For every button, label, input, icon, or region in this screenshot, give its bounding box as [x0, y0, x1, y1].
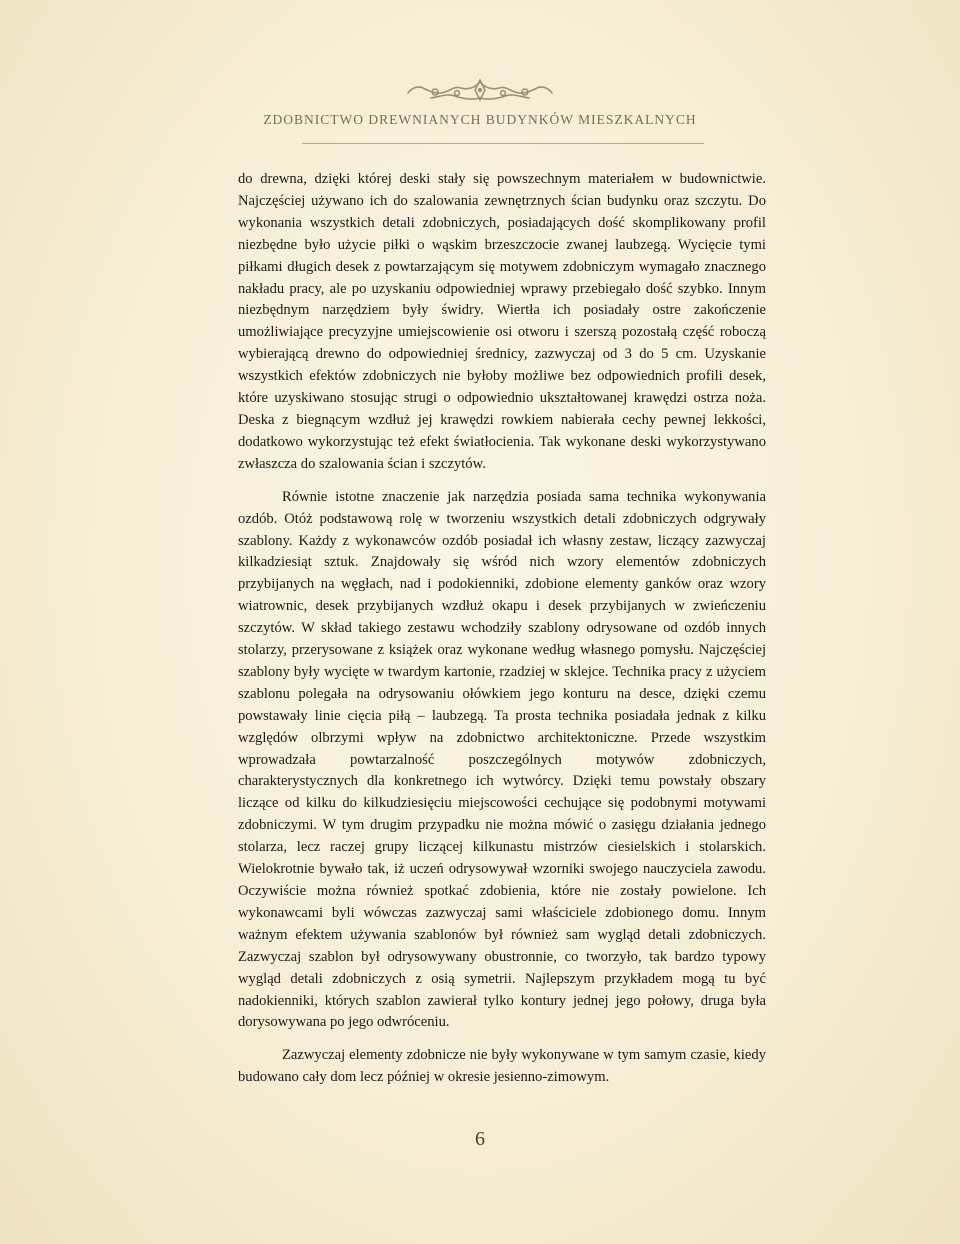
- paragraph: Równie istotne znaczenie jak narzędzia posiada sama technika wykonywania ozdób. Otóż podstawową rolę w tworzeniu wszystkich detali zdobniczych odgrywały szablony. Każdy z wykonawców ozdób posiadał ich własny zestaw, liczący zazwyczaj kilkadziesiąt sztuk. Znajdowały się wśród nich wzory elementów zdobniczych przybijanych na węgłach, nad i podokienniki, zdobione elementy ganków oraz wzory wiatrownic, desek przybijanych wzdłuż okapu i desek przybijanych w zwieńczeniu szczytów. W skład takiego zestawu wchodziły szablony odrysowane od ozdób innych stolarzy, przerysowane z książek oraz wykonane według własnego pomysłu. Najczęściej szablony były wycięte w twardym kartonie, rzadziej w sklejce. Technika pracy z użyciem szablonu polegała na odrysowaniu ołówkiem jego konturu na desce, dzięki czemu powstawały linie cięcia piłą – laubzegą. Ta prosta technika posiadała jednak z kilku względów olbrzymi wpływ na zdobnictwo architektoniczne. Przede wszystkim wprowadzała powtarzalność poszczególnych motywów zdobniczych, charakterystycznych dla konkretnego ich wytwórcy. Dzięki temu powstały obszary liczące od kilku do kilkudziesięciu miejscowości cechujące się podobnymi motywami zdobniczymi. W tym drugim przypadku nie można mówić o zasięgu działania jednego stolarza, lecz raczej grupy liczącej kilkunastu mistrzów ciesielskich i stolarskich. Wielokrotnie bywało tak, iż uczeń odrysowywał wzorniki swojego nauczyciela zawodu. Oczywiście można również spotkać zdobienia, które nie zostały powielone. Ich wykonawcami byli wówczas zazwyczaj sami właściciele zdobionego domu. Innym ważnym efektem używania szablonów był również sam wygląd detali zdobniczych. Zazwyczaj szablon był odrysowywany obustronnie, co tworzyło, tak bardzo typowy wygląd detali zdobniczych z osią symetrii. Najlepszym przykładem mogą tu być nadokienniki, których szablon zawierał tylko kontury jednej jego połowy, druga była dorysowywana po jego odwróceniu.: [238, 488, 766, 1031]
- body-text: [238, 169, 766, 1089]
- decorative-ornament-icon: [405, 78, 555, 104]
- header-rule: [302, 143, 704, 144]
- running-head: ZDOBNICTWO DREWNIANYCH BUDYNKÓW MIESZKALNYCH: [263, 112, 697, 127]
- paragraph: Zazwyczaj elementy zdobnicze nie były wykonywane w tym samym czasie, kiedy budowano cały dom lecz później w okresie jesienno-zimowym.: [238, 1047, 766, 1086]
- page-header: [0, 78, 960, 128]
- paragraph: do drewna, dzięki której deski stały się powszechnym materiałem w budownictwie. Najczęściej używano ich do szalowania zewnętrznych ścian budynku oraz szczytu. Do wykonania wszystkich detali zdobniczych, posiadających dość skomplikowany profil niezbędne było użycie piłki o wąskim brzeszczocie zwanej laubzegą. Wycięcie tymi piłkami długich desek z powtarzającym się motywem zdobniczym wymagało znacznego nakładu pracy, ale po uzyskaniu odpowiedniej wprawy przebiegało dość szybko. Innym niezbędnym narzędziem były świdry. Wiertła ich posiadały ostre zakończenie umożliwiające precyzyjne umiejscowienie osi otworu i szerszą pozostałą część roboczą wybierającą drewno do odpowiedniej średnicy, zazwyczaj od 3 do 5 cm. Uzyskanie wszystkich efektów zdobniczych nie byłoby możliwe bez odpowiednich profili desek, które uzyskiwano stosując strugi o odpowiednio ukształtowanej krawędzi ostrza noża. Deska z biegnącym wzdłuż jej krawędzi rowkiem nabierała cechy pewnej lekkości, dodatkowo wykorzystując też efekt światłocienia. Tak wykonane deski wykorzystywano zwłaszcza do szalowania ścian i szczytów.: [238, 171, 766, 472]
- page-number: 6: [475, 1128, 485, 1150]
